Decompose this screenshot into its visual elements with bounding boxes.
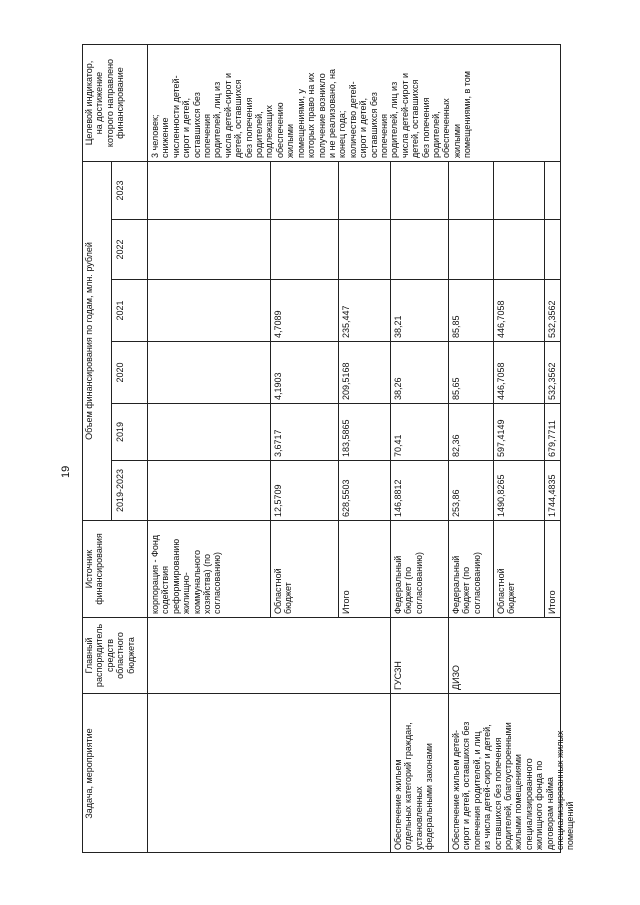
header-admin: Главный распорядитель средств областного бюджета <box>82 617 148 693</box>
source-cell: Итого <box>545 520 561 617</box>
task-cell: Обеспечение жильем отдельных категорий граждан, установленных федеральными законами <box>391 693 449 853</box>
value-cell: 183,5865 <box>339 403 391 460</box>
value-cell <box>391 161 449 219</box>
admin-cell: ГУСЗН <box>391 617 449 693</box>
value-cell <box>545 219 561 279</box>
value-cell: 82,36 <box>449 403 494 460</box>
value-cell <box>339 161 391 219</box>
value-cell <box>148 279 271 341</box>
source-cell: Федеральный бюджет (по согласованию) <box>449 520 494 617</box>
year-header: 2019 <box>112 403 148 460</box>
value-cell <box>494 219 545 279</box>
year-header: 2023 <box>112 161 148 219</box>
source-cell: корпорация - Фонд содействия реформированию жилищно- коммунального хозяйства) (по согласованию) <box>148 520 271 617</box>
value-cell: 532,3562 <box>545 279 561 341</box>
source-cell: Итого <box>339 520 391 617</box>
value-cell: 85,65 <box>449 341 494 403</box>
value-cell: 446,7058 <box>494 341 545 403</box>
financing-table <box>82 44 576 853</box>
value-cell: 209,5168 <box>339 341 391 403</box>
value-cell: 4,7089 <box>271 279 339 341</box>
header-task: Задача, мероприятие <box>82 693 148 853</box>
value-cell <box>148 460 271 520</box>
source-cell: Федеральный бюджет (по согласованию) <box>391 520 449 617</box>
value-cell <box>271 161 339 219</box>
source-cell: Областной бюджет <box>494 520 545 617</box>
header-indicator: Целевой индикатор, на достижение которого направлено финансирование <box>82 44 148 161</box>
value-cell: 85,85 <box>449 279 494 341</box>
value-cell: 628,5503 <box>339 460 391 520</box>
indicator-cell: 3 человек; снижение численности детей- сирот и детей, оставшихся без попечения родителей, лиц из числа детей-сирот и детей, оставшихся без попечения родителей, подлежащих обеспечению жилыми помещениями, у которых право на их получение возникло и не реализовано, на конец года; количество детей- сирот и детей, оставшихся без попечения родителей, лиц из числа детей-сирот и детей, оставшихся без попечения родителей, обеспеченных жилыми помещениями, в том <box>148 44 561 161</box>
value-cell: 1744,4835 <box>545 460 561 520</box>
value-cell <box>148 341 271 403</box>
value-cell <box>545 161 561 219</box>
value-cell: 446,7058 <box>494 279 545 341</box>
value-cell <box>339 219 391 279</box>
year-header: 2021 <box>112 279 148 341</box>
value-cell: 235,447 <box>339 279 391 341</box>
value-cell: 532,3562 <box>545 341 561 403</box>
value-cell: 3,6717 <box>271 403 339 460</box>
value-cell: 38,26 <box>391 341 449 403</box>
value-cell: 4,1903 <box>271 341 339 403</box>
value-cell: 38,21 <box>391 279 449 341</box>
value-cell <box>271 219 339 279</box>
value-cell <box>148 403 271 460</box>
value-cell <box>449 219 494 279</box>
value-cell: 12,5709 <box>271 460 339 520</box>
task-cell-continued <box>148 693 391 853</box>
value-cell <box>148 161 271 219</box>
year-header: 2022 <box>112 219 148 279</box>
header-source: Источник финансирования <box>82 520 148 617</box>
admin-cell: ДИЗО <box>449 617 561 693</box>
source-cell: Областной бюджет <box>271 520 339 617</box>
value-cell: 1490,8265 <box>494 460 545 520</box>
admin-cell-continued <box>148 617 391 693</box>
value-cell <box>449 161 494 219</box>
value-cell: 679,7711 <box>545 403 561 460</box>
value-cell <box>494 161 545 219</box>
value-cell: 146,8812 <box>391 460 449 520</box>
value-cell: 253,86 <box>449 460 494 520</box>
header-volume: Объем финансирования по годам, млн. рублей <box>82 161 112 520</box>
year-header: 2019-2023 <box>112 460 148 520</box>
value-cell <box>148 219 271 279</box>
value-cell <box>391 219 449 279</box>
year-header: 2020 <box>112 341 148 403</box>
value-cell: 597,4149 <box>494 403 545 460</box>
task-cell: Обеспечение жильем детей- сирот и детей, оставшихся без попечения родителей, и лиц из числа детей-сирот и детей, оставшихся без попечения родителей, благоустроенными жилыми помещениями специализированного жилищного фонда по договорам найма специализированных жилых помещений <box>449 693 561 853</box>
value-cell: 70,41 <box>391 403 449 460</box>
page-number: 19 <box>60 465 72 478</box>
